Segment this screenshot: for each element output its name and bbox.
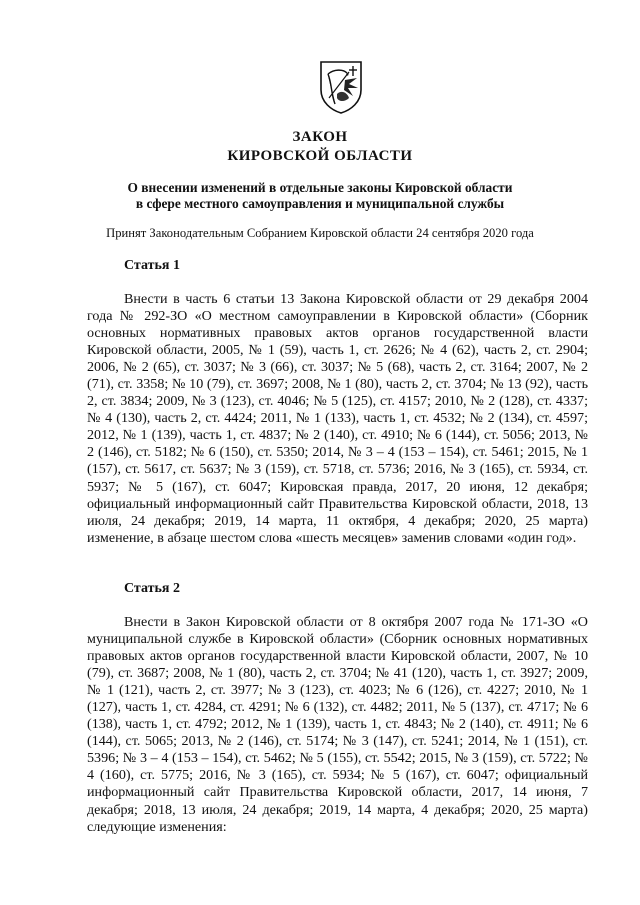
law-title-line-1: О внесении изменений в отдельные законы Кировской области (127, 180, 513, 195)
article-2-heading: Статья 2 (124, 581, 180, 596)
law-label: ЗАКОН (292, 129, 348, 145)
adoption-note: Принят Законодательным Собранием Кировской области 24 сентября 2020 года (106, 226, 534, 240)
article-1-text: Внести в часть 6 статьи 13 Закона Кировской области от 29 декабря 2004 года № 292-ЗО «О местном самоуправлении в Кировской области» (Сборник основных нормативных правовых актов органов государственной власти Кировской области, 2005, № 1 (59), часть 1, ст. 2626; № 4 (62), часть 2, ст. 2904; 2006, № 2 (65), ст. 3037; № 3 (66), ст. 3037; № 5 (68), часть 2, ст. 3164; 2007, № 2 (71), ст. 3358; № 10 (79), ст. 3697; 2008, № 1 (80), часть 2, ст. 3704; № 13 (92), часть 2, ст. 3834; 2009, № 3 (123), ст. 4046; № 5 (125), ст. 4157; 2010, № 2 (128), ст. 4337; № 4 (130), часть 2, ст. 4424; 2011, № 1 (133), часть 1, ст. 4532; № 2 (134), ст. 4597; 2012, № 1 (139), часть 1, ст. 4837; № 2 (140), ст. 4910; № 6 (144), ст. 5056; 2013, № 2 (146), ст. 5182; № 6 (150), ст. 5350; 2014, № 3 – 4 (153 – 154), ст. 5461; 2015, № 1 (157), ст. 5617, ст. 5637; № 3 (159), ст. 5718, ст. 5736; 2016, № 3 (165), ст. 5934, ст. 5937; № 5 (167), ст. 6047; Кировская правда, 2017, 20 июня, 12 декабря; официальный информационный сайт Правительства Кировской области, 2018, 13 июля, 24 декабря; 2019, 14 марта, 11 октября, 4 декабря; 2020, 25 марта) изменение, в абзаце шестом слова «шесть месяцев» заменив словами «один год». (87, 291, 588, 546)
region-label: КИРОВСКОЙ ОБЛАСТИ (227, 148, 413, 164)
article-2-text: Внести в Закон Кировской области от 8 октября 2007 года № 171-ЗО «О муниципальной службе в Кировской области» (Сборник основных нормативных правовых актов органов государственной власти Кировской области, 2007, № 10 (79), ст. 3687; 2008, № 1 (80), часть 2, ст. 3704; № 41 (120), часть 1, ст. 3927; 2009, № 1 (121), часть 2, ст. 3977; № 3 (123), ст. 4023; № 6 (126), ст. 4227; 2010, № 1 (127), часть 1, ст. 4284, ст. 4291; № 6 (132), ст. 4482; 2011, № 5 (137), ст. 4717; № 6 (138), часть 1, ст. 4792; 2012, № 1 (139), часть 1, ст. 4843; № 2 (140), ст. 4911; № 6 (144), ст. 5065; 2013, № 2 (146), ст. 5174; № 3 (147), ст. 5241; 2014, № 1 (151), ст. 5396; № 3 – 4 (153 – 154), ст. 5462; № 5 (155), ст. 5542; 2015, № 3 (159), ст. 5722; № 4 (160), ст. 5775; 2016, № 3 (165), ст. 5934; № 5 (167), ст. 6047; официальный информационный сайт Правительства Кировской области, 2017, 14 июня, 7 декабря; 2018, 13 июля, 24 декабря; 2019, 14 марта, 4 декабря; 2020, 25 марта) следующие изменения: (87, 614, 588, 835)
kirov-oblast-coat-of-arms-icon (319, 60, 363, 114)
article-1-heading: Статья 1 (124, 258, 180, 273)
law-title-line-2: в сфере местного самоуправления и муниципальной службы (135, 196, 505, 211)
